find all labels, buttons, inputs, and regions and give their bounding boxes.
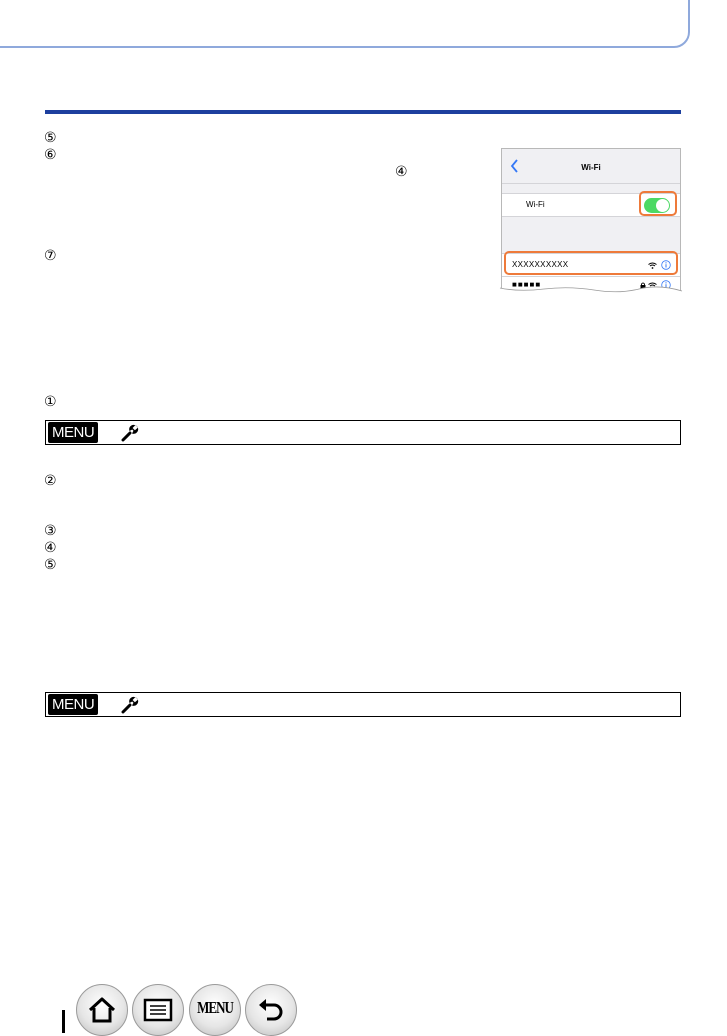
wrench-icon — [120, 695, 140, 715]
step-5b-number: ⑤ — [44, 557, 57, 573]
home-icon — [87, 996, 117, 1024]
phone-wifi-settings — [501, 148, 681, 293]
menu-label: MENU — [197, 997, 233, 1018]
menu-path-bar-2 — [45, 692, 681, 717]
step-5-number: ⑤ — [44, 130, 57, 146]
menu-path-bar-1 — [45, 420, 681, 445]
network-1-name: XXXXXXXXXX — [512, 260, 569, 269]
contents-button[interactable] — [132, 984, 184, 1036]
step-6-number: ⑥ — [44, 147, 57, 163]
toggle-highlight — [639, 191, 677, 216]
back-arrow-icon — [256, 997, 286, 1023]
header-tab — [0, 0, 690, 48]
step-3-number: ③ — [44, 523, 57, 539]
phone-nav-bar — [502, 149, 680, 184]
section-rule — [45, 110, 681, 114]
step-1-number: ① — [44, 394, 57, 410]
list-icon — [143, 998, 173, 1022]
menu-badge: MENU — [48, 422, 98, 443]
step-7-number: ⑦ — [44, 248, 57, 264]
wrench-icon — [120, 423, 140, 443]
wifi-row-label: Wi-Fi — [526, 200, 545, 209]
step-2-number: ② — [44, 473, 57, 489]
menu-button[interactable] — [189, 984, 241, 1036]
inline-step-ref: ④ — [395, 164, 408, 180]
nav-divider — [62, 1010, 65, 1033]
network-highlight — [504, 251, 678, 275]
phone-torn-edge — [499, 286, 683, 296]
back-button[interactable] — [245, 984, 297, 1036]
step-4-number: ④ — [44, 540, 57, 556]
home-button[interactable] — [76, 984, 128, 1036]
network-2-name: ■■■■■ — [512, 280, 542, 289]
phone-title: Wi-Fi — [581, 163, 601, 172]
menu-badge: MENU — [48, 694, 98, 715]
